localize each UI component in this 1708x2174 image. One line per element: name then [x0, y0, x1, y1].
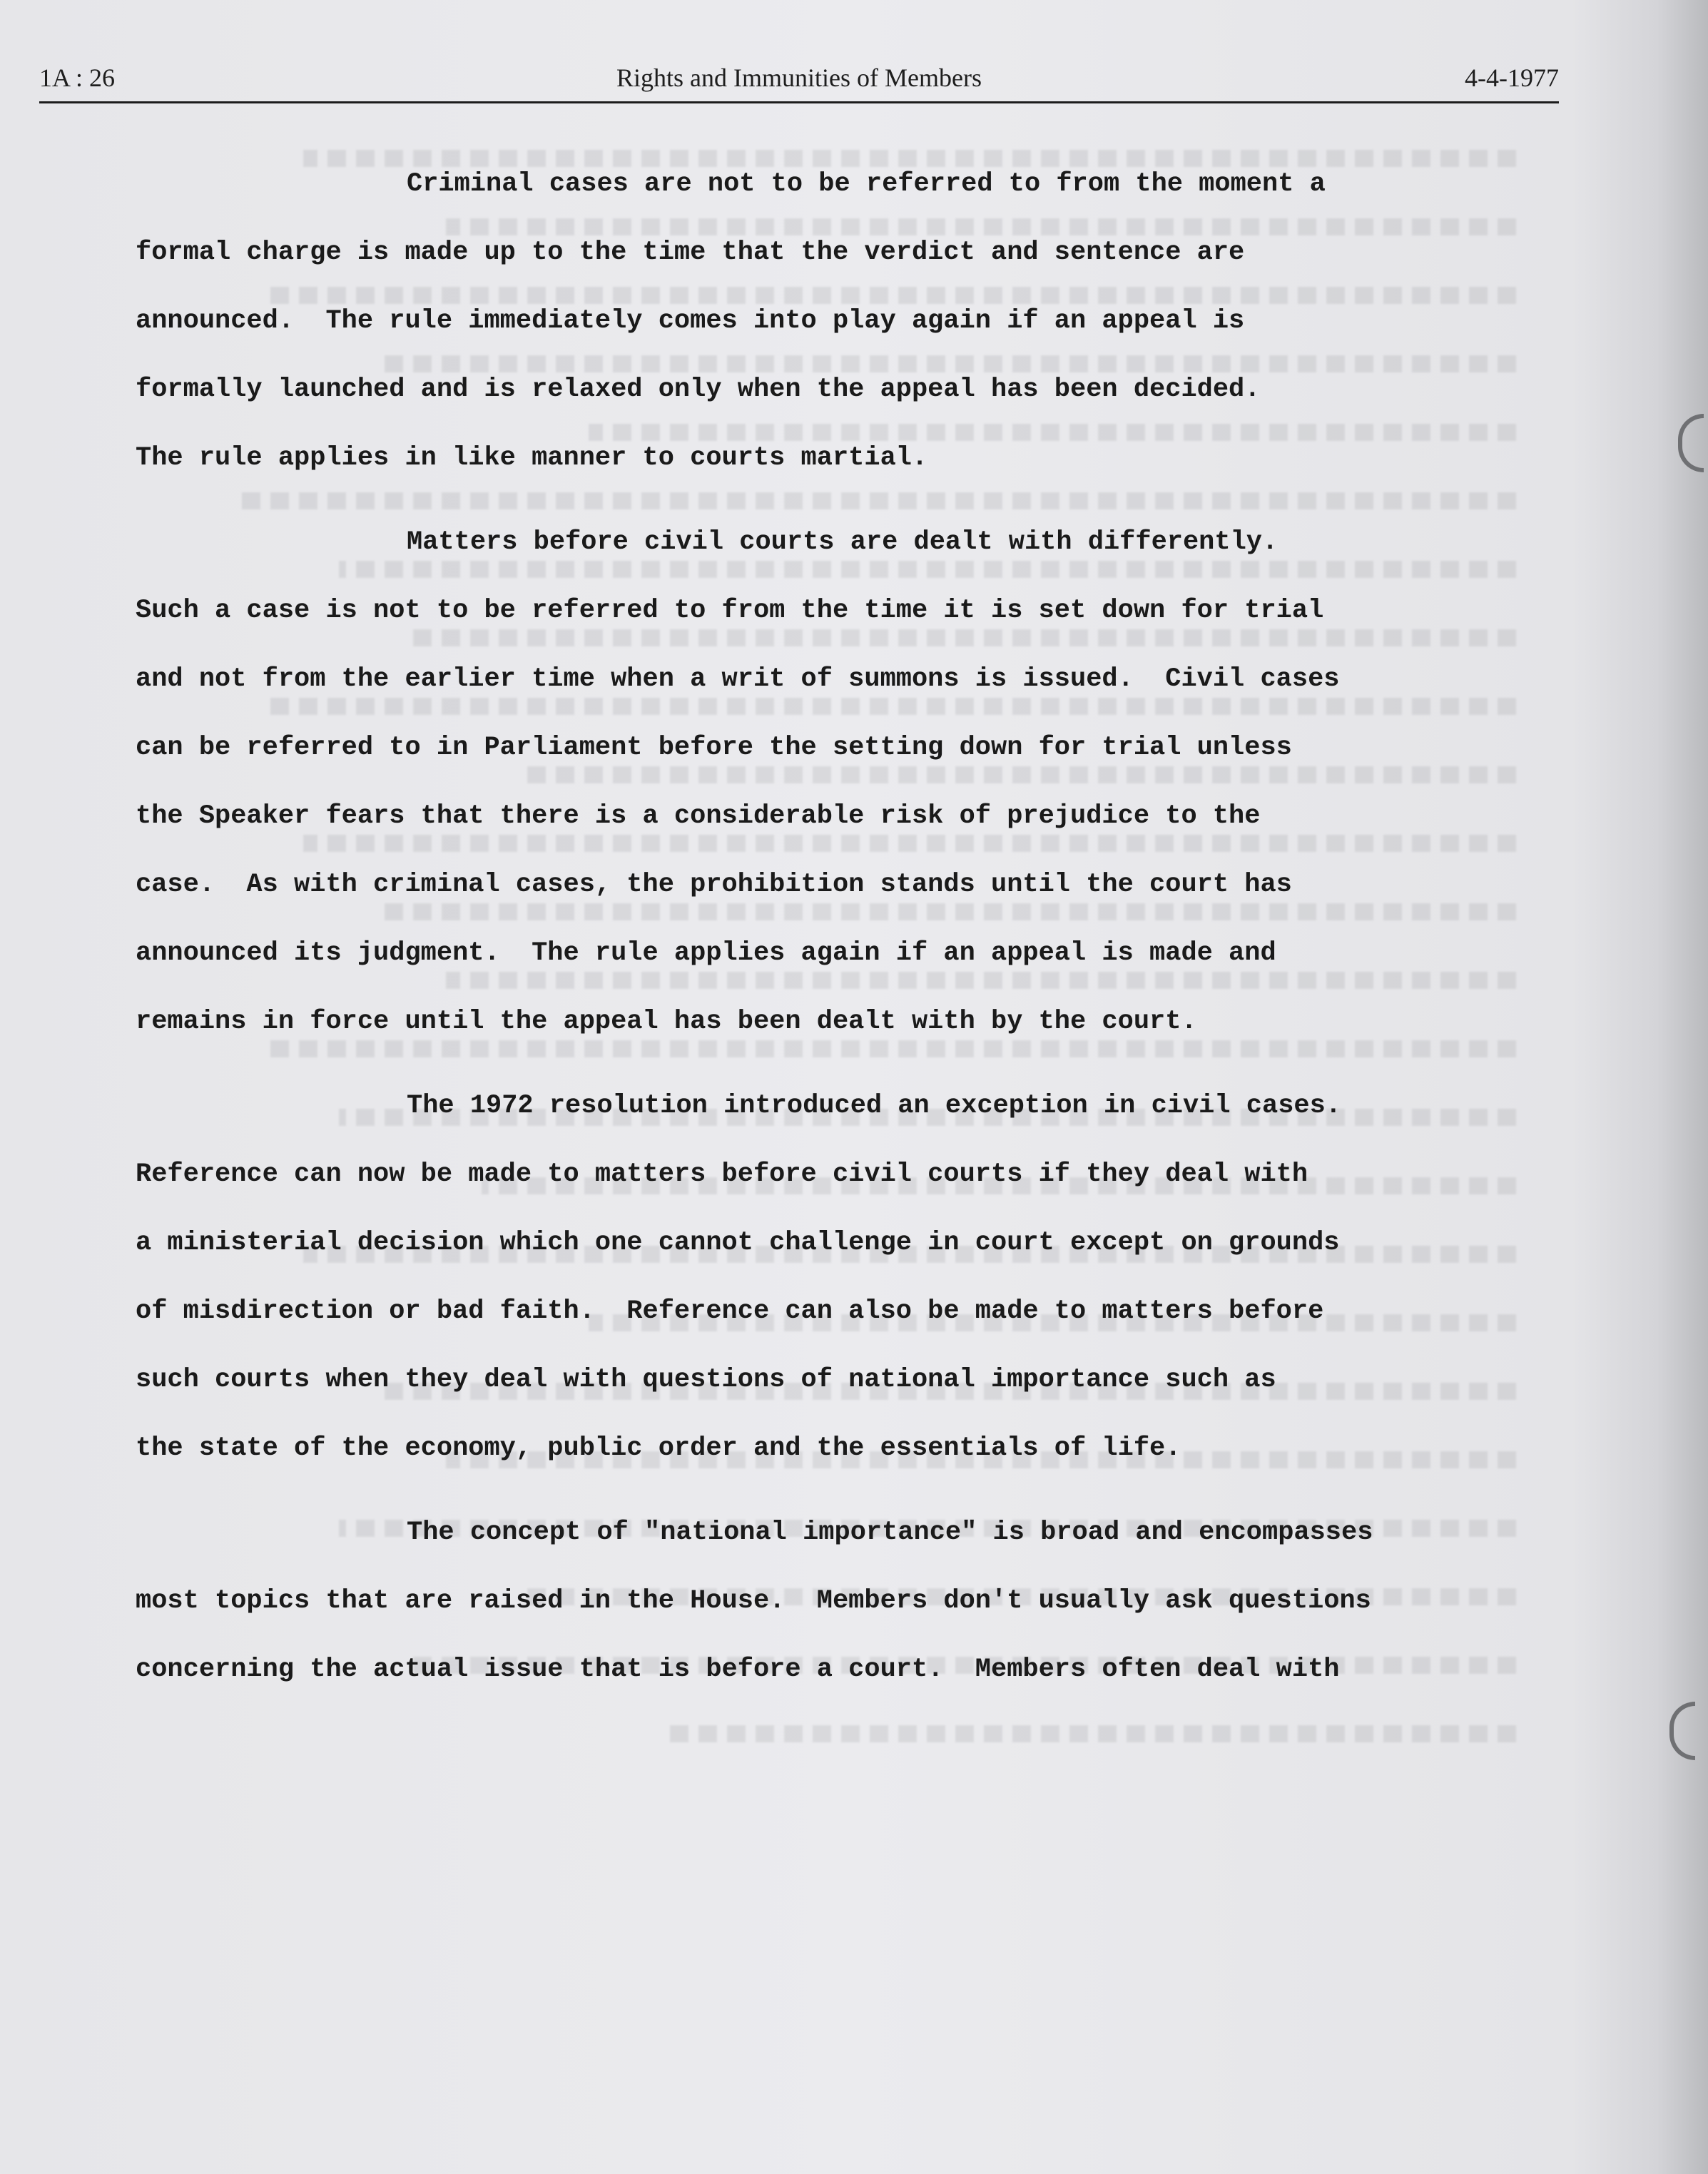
- text-line: can be referred to in Parliament before the setting down for trial unless: [136, 733, 1292, 763]
- running-header: [39, 63, 1559, 103]
- text-line: formally launched and is relaxed only when the appeal has been decided.: [136, 375, 1261, 405]
- header-title: Rights and Immunities of Members: [616, 64, 982, 92]
- binder-ring-icon: [1669, 1702, 1695, 1760]
- paragraph: [136, 1498, 1477, 1704]
- text-line: remains in force until the appeal has been dealt with by the court.: [136, 1007, 1197, 1037]
- header-date: 4-4-1977: [1465, 64, 1559, 92]
- text-line: announced. The rule immediately comes into play again if an appeal is: [136, 306, 1245, 336]
- paragraph: [136, 150, 1477, 492]
- paragraph: [136, 1072, 1477, 1483]
- text-line: Matters before civil courts are dealt with differently.: [407, 527, 1279, 557]
- text-line: case. As with criminal cases, the prohibition stands until the court has: [136, 870, 1292, 900]
- text-line: most topics that are raised in the House. Members don't usually ask questions: [136, 1586, 1371, 1616]
- text-line: Criminal cases are not to be referred to from the moment a: [407, 169, 1326, 199]
- text-line: The rule applies in like manner to courts martial.: [136, 443, 928, 473]
- text-line: Such a case is not to be referred to from the time it is set down for trial: [136, 596, 1324, 626]
- text-line: formal charge is made up to the time that the verdict and sentence are: [136, 238, 1245, 268]
- text-line: the Speaker fears that there is a considerable risk of prejudice to the: [136, 801, 1261, 831]
- text-line: Reference can now be made to matters before civil courts if they deal with: [136, 1159, 1308, 1189]
- text-line: announced its judgment. The rule applies again if an appeal is made and: [136, 938, 1276, 968]
- text-line: a ministerial decision which one cannot challenge in court except on grounds: [136, 1228, 1340, 1258]
- text-line: The concept of "national importance" is broad and encompasses: [407, 1518, 1373, 1548]
- text-line: and not from the earlier time when a writ of summons is issued. Civil cases: [136, 664, 1340, 694]
- paragraph: [136, 508, 1477, 1056]
- text-line: such courts when they deal with questions of national importance such as: [136, 1365, 1276, 1395]
- binder-ring-icon: [1678, 414, 1704, 472]
- text-line: of misdirection or bad faith. Reference can also be made to matters before: [136, 1296, 1324, 1326]
- body-text: [136, 150, 1477, 1720]
- text-line: concerning the actual issue that is before a court. Members often deal with: [136, 1655, 1340, 1685]
- text-line: the state of the economy, public order and the essentials of life.: [136, 1433, 1181, 1463]
- section-number: 1A : 26: [39, 64, 116, 92]
- text-line: The 1972 resolution introduced an exception in civil cases.: [407, 1091, 1342, 1121]
